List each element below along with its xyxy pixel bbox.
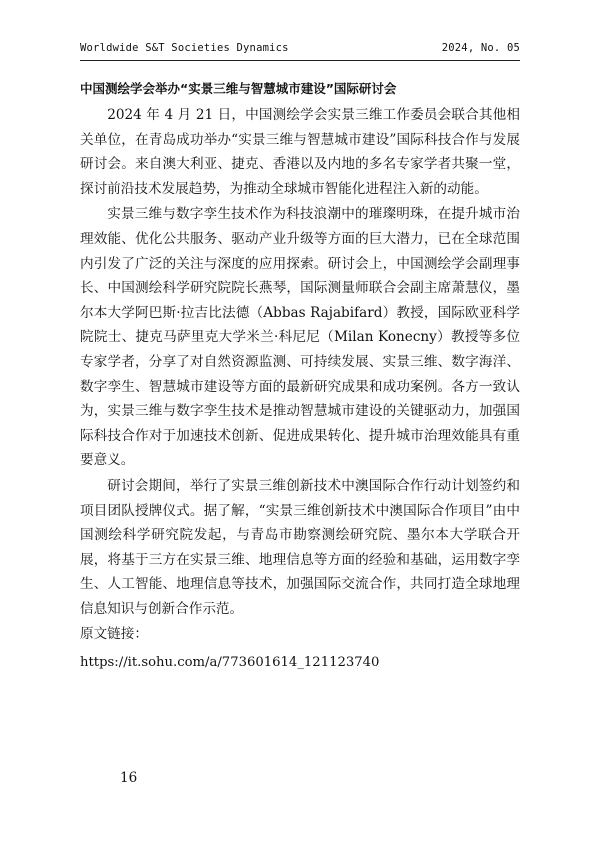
article xyxy=(80,80,520,676)
page-number: 16 xyxy=(120,770,138,786)
source-link[interactable]: https://it.sohu.com/a/773601614_121123740 xyxy=(80,655,380,671)
paragraph-1: 2024 年 4 月 21 日，中国测绘学会实景三维工作委员会联合其他相关单位，在青岛成功举办“实景三维与智慧城市建设”国际科技合作与发展研讨会。来自澳大利亚、捷克、香港以及内地的多名专家学者共聚一堂，探讨前沿技术发展趋势，为推动全球城市智能化进程注入新的动能。 xyxy=(80,107,520,197)
issue-number: 2024, No. 05 xyxy=(441,42,520,54)
source-label: 原文链接： xyxy=(80,626,148,643)
running-header xyxy=(80,40,520,61)
paragraph-3: 研讨会期间，举行了实景三维创新技术中澳国际合作行动计划签约和项目团队授牌仪式。据了解，“实景三维创新技术中澳国际合作项目”由中国测绘科学研究院发起，与青岛市勘察测绘研究院、墨尔本大学联合开展，将基于三方在实景三维、地理信息等方面的经验和基础，运用数字孪生、人工智能、地理信息等技术，加强国际交流合作，共同打造全球地理信息知识与创新合作示范。 xyxy=(80,477,520,617)
paragraph-2: 实景三维与数字孪生技术作为科技浪潮中的璀璨明珠，在提升城市治理效能、优化公共服务、驱动产业升级等方面的巨大潜力，已在全球范围内引发了广泛的关注与深度的应用探索。研讨会上，中国测绘学会副理事长、中国测绘科学研究院院长燕琴，国际测量师联合会副主席萧慧仪，墨尔本大学阿巴斯·拉吉比法德（Abbas Rajabifard）教授，国际欧亚科学院院士、捷克马萨里克大学米兰·科尼尼（Milan Konecny）教授等多位专家学者，分享了对自然资源监测、可持续发展、实景三维、数字海洋、数字孪生、智慧城市建设等方面的最新研究成果和成功案例。各方一致认为，实景三维与数字孪生技术是推动智慧城市建设的关键驱动力，加强国际科技合作对于加速技术创新、促进成果转化、提升城市治理效能具有重要意义。 xyxy=(80,206,520,469)
article-title: 中国测绘学会举办“实景三维与智慧城市建设”国际研讨会 xyxy=(80,81,397,96)
journal-name: Worldwide S&T Societies Dynamics xyxy=(80,42,289,54)
